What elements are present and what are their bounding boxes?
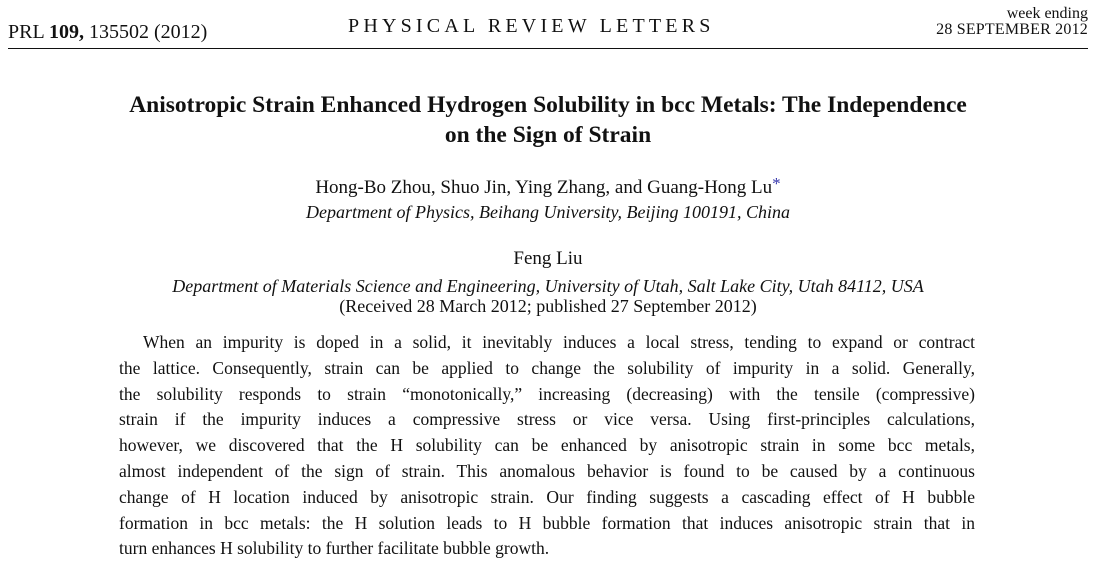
abstract-line: strain if the impurity induces a compressive stress or vice versa. Using first-principles calculations, bbox=[119, 409, 975, 430]
corresponding-author-link[interactable]: * bbox=[772, 174, 781, 193]
abstract-line: formation in bcc metals: the H solution leads to H bubble formation that induces anisotropic strain that in bbox=[119, 512, 975, 533]
citation bbox=[8, 21, 207, 44]
volume: 109, bbox=[48, 21, 84, 43]
affiliation-1: Department of Physics, Beihang University, Beijing 100191, China bbox=[306, 202, 790, 222]
abstract-line: When an impurity is doped in a solid, it inevitably induces a local stress, tending to expand or contract bbox=[143, 332, 975, 352]
week-ending-label: week ending bbox=[1006, 5, 1088, 22]
paper-title bbox=[40, 90, 1056, 150]
title-line-1: Anisotropic Strain Enhanced Hydrogen Solubility in bcc Metals: The Independence bbox=[129, 92, 967, 118]
week-ending bbox=[936, 6, 1088, 38]
week-ending-date: 28 SEPTEMBER 2012 bbox=[936, 21, 1088, 38]
journal-abbrev: PRL bbox=[8, 21, 44, 43]
abstract-line: the solubility responds to strain “monotonically,” increasing (decreasing) with the tensile (compressive) bbox=[119, 383, 975, 404]
article-year: 135502 (2012) bbox=[88, 21, 208, 43]
author-2: Feng Liu bbox=[513, 248, 583, 269]
page-header bbox=[8, 0, 1088, 49]
abstract-line: turn enhances H solubility to further facilitate bubble growth. bbox=[119, 538, 550, 559]
abstract-line: however, we discovered that the H solubility can be enhanced by anisotropic strain in some bcc metals, bbox=[119, 435, 975, 456]
abstract-line: change of H location induced by anisotropic strain. Our finding suggests a cascading effect of H bubble bbox=[119, 486, 975, 507]
journal-name: PHYSICAL REVIEW LETTERS bbox=[348, 15, 715, 37]
title-line-2: on the Sign of Strain bbox=[444, 122, 652, 148]
affiliation-2: Department of Materials Science and Engineering, University of Utah, Salt Lake City, Utah 84112, USA bbox=[172, 276, 924, 296]
authors: Hong-Bo Zhou, Shuo Jin, Ying Zhang, and Guang-Hong Lu bbox=[315, 177, 773, 198]
received-date: (Received 28 March 2012; published 27 September 2012) bbox=[339, 296, 757, 316]
abstract-line: almost independent of the sign of strain. This anomalous behavior is found to be caused by a continuous bbox=[119, 460, 975, 481]
abstract-line: the lattice. Consequently, strain can be applied to change the solubility of impurity in a solid. Generally, bbox=[119, 357, 975, 378]
author-list bbox=[0, 174, 1096, 199]
abstract bbox=[119, 330, 975, 562]
